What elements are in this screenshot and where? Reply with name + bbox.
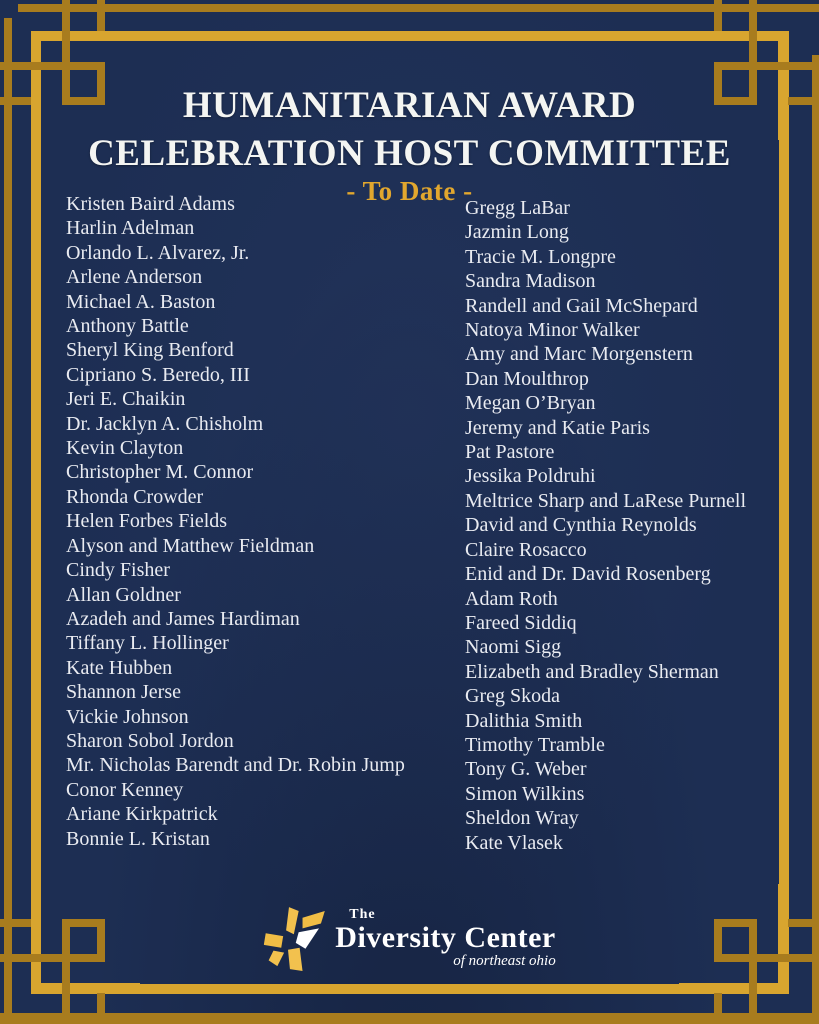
frame-corner-ornament-bottom-right: [679, 884, 819, 1024]
committee-member-name: Timothy Tramble: [465, 733, 605, 756]
frame-corner-ornament-bottom-left: [0, 884, 140, 1024]
committee-member-name: Pat Pastore: [465, 441, 555, 464]
committee-member-name: Elizabeth and Bradley Sherman: [465, 660, 719, 683]
committee-member-name: Dr. Jacklyn A. Chisholm: [66, 412, 264, 435]
committee-member-name: Enid and Dr. David Rosenberg: [465, 563, 711, 586]
committee-member-name: Tracie M. Longpre: [465, 245, 616, 268]
poster-title-line2: CELEBRATION HOST COMMITTEE: [88, 133, 731, 174]
poster-subtitle-to-date: - To Date -: [346, 176, 473, 206]
committee-member-name: Claire Rosacco: [465, 538, 587, 561]
committee-member-name: Azadeh and James Hardiman: [66, 607, 300, 630]
committee-member-name: Tony G. Weber: [465, 758, 587, 781]
committee-member-name: Sheryl King Benford: [66, 339, 234, 362]
committee-member-name: Allan Goldner: [66, 583, 181, 606]
committee-member-name: Ariane Kirkpatrick: [66, 803, 218, 826]
committee-member-name: Bonnie L. Kristan: [66, 827, 210, 850]
committee-member-name: Shannon Jerse: [66, 681, 181, 704]
committee-member-name: Kristen Baird Adams: [66, 193, 235, 215]
committee-member-name: Alyson and Matthew Fieldman: [66, 534, 315, 557]
committee-member-name: Tiffany L. Hollinger: [66, 632, 229, 655]
committee-member-name: Arlene Anderson: [66, 266, 203, 289]
committee-member-name: Natoya Minor Walker: [465, 319, 640, 342]
committee-member-name: Harlin Adelman: [66, 217, 195, 240]
committee-member-name: David and Cynthia Reynolds: [465, 514, 697, 537]
committee-member-name: Conor Kenney: [66, 778, 184, 801]
logo-text-block: [335, 905, 555, 970]
committee-member-name: Sheldon Wray: [465, 807, 579, 830]
committee-member-name: Dan Moulthrop: [465, 367, 589, 390]
committee-member-name: Helen Forbes Fields: [66, 510, 228, 533]
committee-member-name: Vickie Johnson: [66, 705, 189, 728]
committee-member-name: Jessika Poldruhi: [465, 465, 596, 488]
committee-member-name: Randell and Gail McShepard: [465, 294, 698, 317]
committee-member-name: Adam Roth: [465, 587, 558, 610]
committee-member-name: Jeri E. Chaikin: [66, 388, 186, 411]
committee-member-name: Kate Vlasek: [465, 831, 563, 854]
committee-member-name: Christopher M. Connor: [66, 461, 254, 484]
committee-member-name: Sharon Sobol Jordon: [66, 729, 234, 752]
committee-member-name: Greg Skoda: [465, 685, 560, 708]
logo-name: Diversity Center: [335, 921, 556, 954]
committee-member-name: Megan O’Bryan: [465, 392, 596, 415]
committee-member-name: Rhonda Crowder: [66, 485, 204, 508]
committee-member-name: Amy and Marc Morgenstern: [465, 343, 693, 366]
committee-member-name: Gregg LaBar: [465, 197, 570, 219]
committee-member-name: Anthony Battle: [66, 315, 189, 338]
committee-member-name: Jeremy and Katie Paris: [465, 416, 650, 439]
poster-title-line1: HUMANITARIAN AWARD: [182, 85, 637, 126]
diversity-center-logo: [263, 905, 555, 975]
committee-member-name: Fareed Siddiq: [465, 611, 577, 634]
committee-member-name: Naomi Sigg: [465, 636, 562, 659]
committee-member-name: Simon Wilkins: [465, 782, 585, 805]
committee-member-name: Meltrice Sharp and LaRese Purnell: [465, 489, 747, 512]
committee-member-name: Cindy Fisher: [66, 559, 170, 582]
committee-member-name: Kate Hubben: [66, 656, 173, 679]
logo-prefix: The: [349, 907, 376, 922]
committee-member-name: Dalithia Smith: [465, 709, 583, 732]
committee-member-name: Cipriano S. Beredo, III: [66, 363, 250, 386]
committee-member-name: Michael A. Baston: [66, 290, 216, 313]
committee-column-right: [465, 196, 810, 855]
logo-tagline: of northeast ohio: [453, 953, 556, 969]
star-pinwheel-icon: [263, 905, 325, 975]
committee-column-left: [66, 192, 461, 851]
committee-member-name: Mr. Nicholas Barendt and Dr. Robin Jump: [66, 754, 405, 777]
committee-member-name: Kevin Clayton: [66, 437, 184, 460]
committee-member-name: Orlando L. Alvarez, Jr.: [66, 241, 250, 264]
committee-member-name: Sandra Madison: [465, 270, 596, 293]
committee-member-name: Jazmin Long: [465, 221, 569, 244]
